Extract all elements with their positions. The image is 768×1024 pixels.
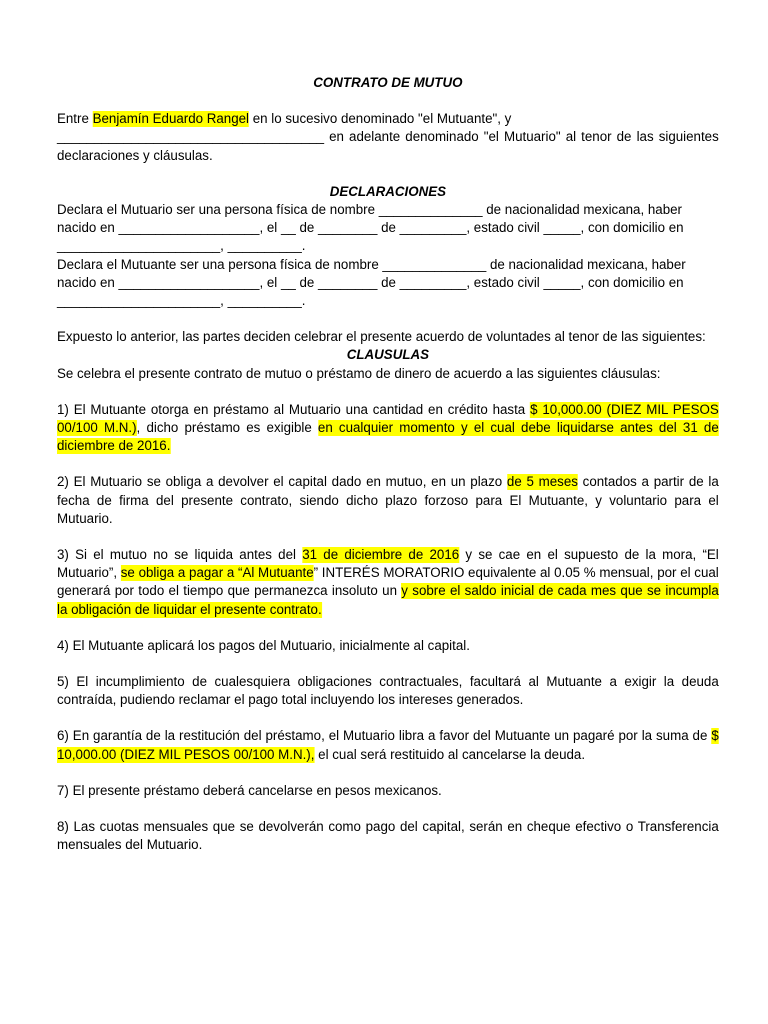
clausula-4: 4) El Mutuante aplicará los pagos del Mutuario, inicialmente al capital. [57, 637, 470, 654]
clausula-5: 5) El incumplimiento de cualesquiera obligaciones contractuales, facultará al Mutuante a exigir la deuda contraída, pudiendo reclamar el pago total incluyendo los intereses generados. [57, 674, 719, 709]
highlight-amount: $ 10,000.00 (DIEZ MIL PESOS 00/100 M.N.) [57, 401, 719, 437]
highlight-date: 31 de diciembre de 2016 [302, 547, 460, 564]
intro-paragraph: Entre Benjamín Eduardo Rangel en lo sucesivo denominado "el Mutuante", y [57, 111, 512, 128]
highlight-obligation: se obliga a pagar a “Al Mutuante [120, 565, 314, 582]
clausula-8: 8) Las cuotas mensuales que se devolverán como pago del capital, serán en cheque efectivo o Transferencia mensuales del Mutuario. [57, 819, 719, 854]
clausula-3: 3) Si el mutuo no se liquida antes del 31 de diciembre de 2016 y se cae en el supuesto de la mora, “El Mutuario”, se obliga a pagar a “Al Mutuante” INTERÉS MORATORIO equivalente al 0.05 % mensual, por el cual generará por todo el tiempo que permanezca insoluto un y sobre el saldo inicial de cada mes que se incumpla la obligación de liquidar el presente contrato. [57, 547, 719, 618]
clausula-6: 6) En garantía de la restitución del préstamo, el Mutuario libra a favor del Mutuante un pagaré por la suma de $ 10,000.00 (DIEZ MIL PESOS 00/100 M.N.), el cual será restituido al cancelarse la deuda. [57, 728, 719, 763]
declaracion-mutuario: Declara el Mutuario ser una persona física de nombre ______________ de nacionalidad mexicana, haber nacido en ___________________, el __ de ________ de _________, estado civil _____, con domicilio en ______________________, __________. [57, 202, 684, 255]
highlight-amount-2: $ 10,000.00 (DIEZ MIL PESOS 00/100 M.N.), [57, 728, 719, 763]
clausula-7: 7) El presente préstamo deberá cancelarse en pesos mexicanos. [57, 782, 442, 799]
declaracion-mutuante: Declara el Mutuante ser una persona física de nombre ______________ de nacionalidad mexicana, haber nacido en ___________________, el __ de ________ de _________, estado civil _____, con domicilio en ______________________, __________. [57, 256, 686, 310]
contract-body [57, 74, 719, 855]
mutuante-name: Benjamín Eduardo Rangel [92, 111, 250, 128]
clausula-1: 1) El Mutuante otorga en préstamo al Mutuario una cantidad en crédito hasta $ 10,000.00 (DIEZ MIL PESOS 00/100 M.N.), dicho préstamo es exigible en cualquier momento y el cual debe liquidarse antes del 31 de diciembre de 2016. [57, 401, 719, 455]
document-title: CONTRATO DE MUTUO [313, 75, 463, 91]
clausulas-heading: CLAUSULAS [346, 347, 430, 364]
mutuario-intro-line: ____________________________________ en adelante denominado "el Mutuario" al tenor de las siguientes declaraciones y cláusulas. [57, 129, 719, 164]
highlight-deadline: en cualquier momento y el cual debe liquidarse antes del 31 de diciembre de 2016. [57, 420, 719, 455]
declaraciones-heading: DECLARACIONES [329, 183, 447, 200]
expuesto-paragraph: Expuesto lo anterior, las partes deciden celebrar el presente acuerdo de voluntades al tenor de las siguientes: [57, 329, 706, 346]
highlight-term: de 5 meses [506, 474, 578, 491]
clausulas-intro: Se celebra el presente contrato de mutuo o préstamo de dinero de acuerdo a las siguientes cláusulas: [57, 365, 661, 382]
clausula-2: 2) El Mutuario se obliga a devolver el capital dado en mutuo, en un plazo de 5 meses contados a partir de la fecha de firma del presente contrato, siendo dicho plazo forzoso para El Mutuante, y voluntario para el Mutuario. [57, 474, 719, 527]
highlight-balance: y sobre el saldo inicial de cada mes que se incumpla la obligación de liquidar el presente contrato. [57, 583, 719, 618]
